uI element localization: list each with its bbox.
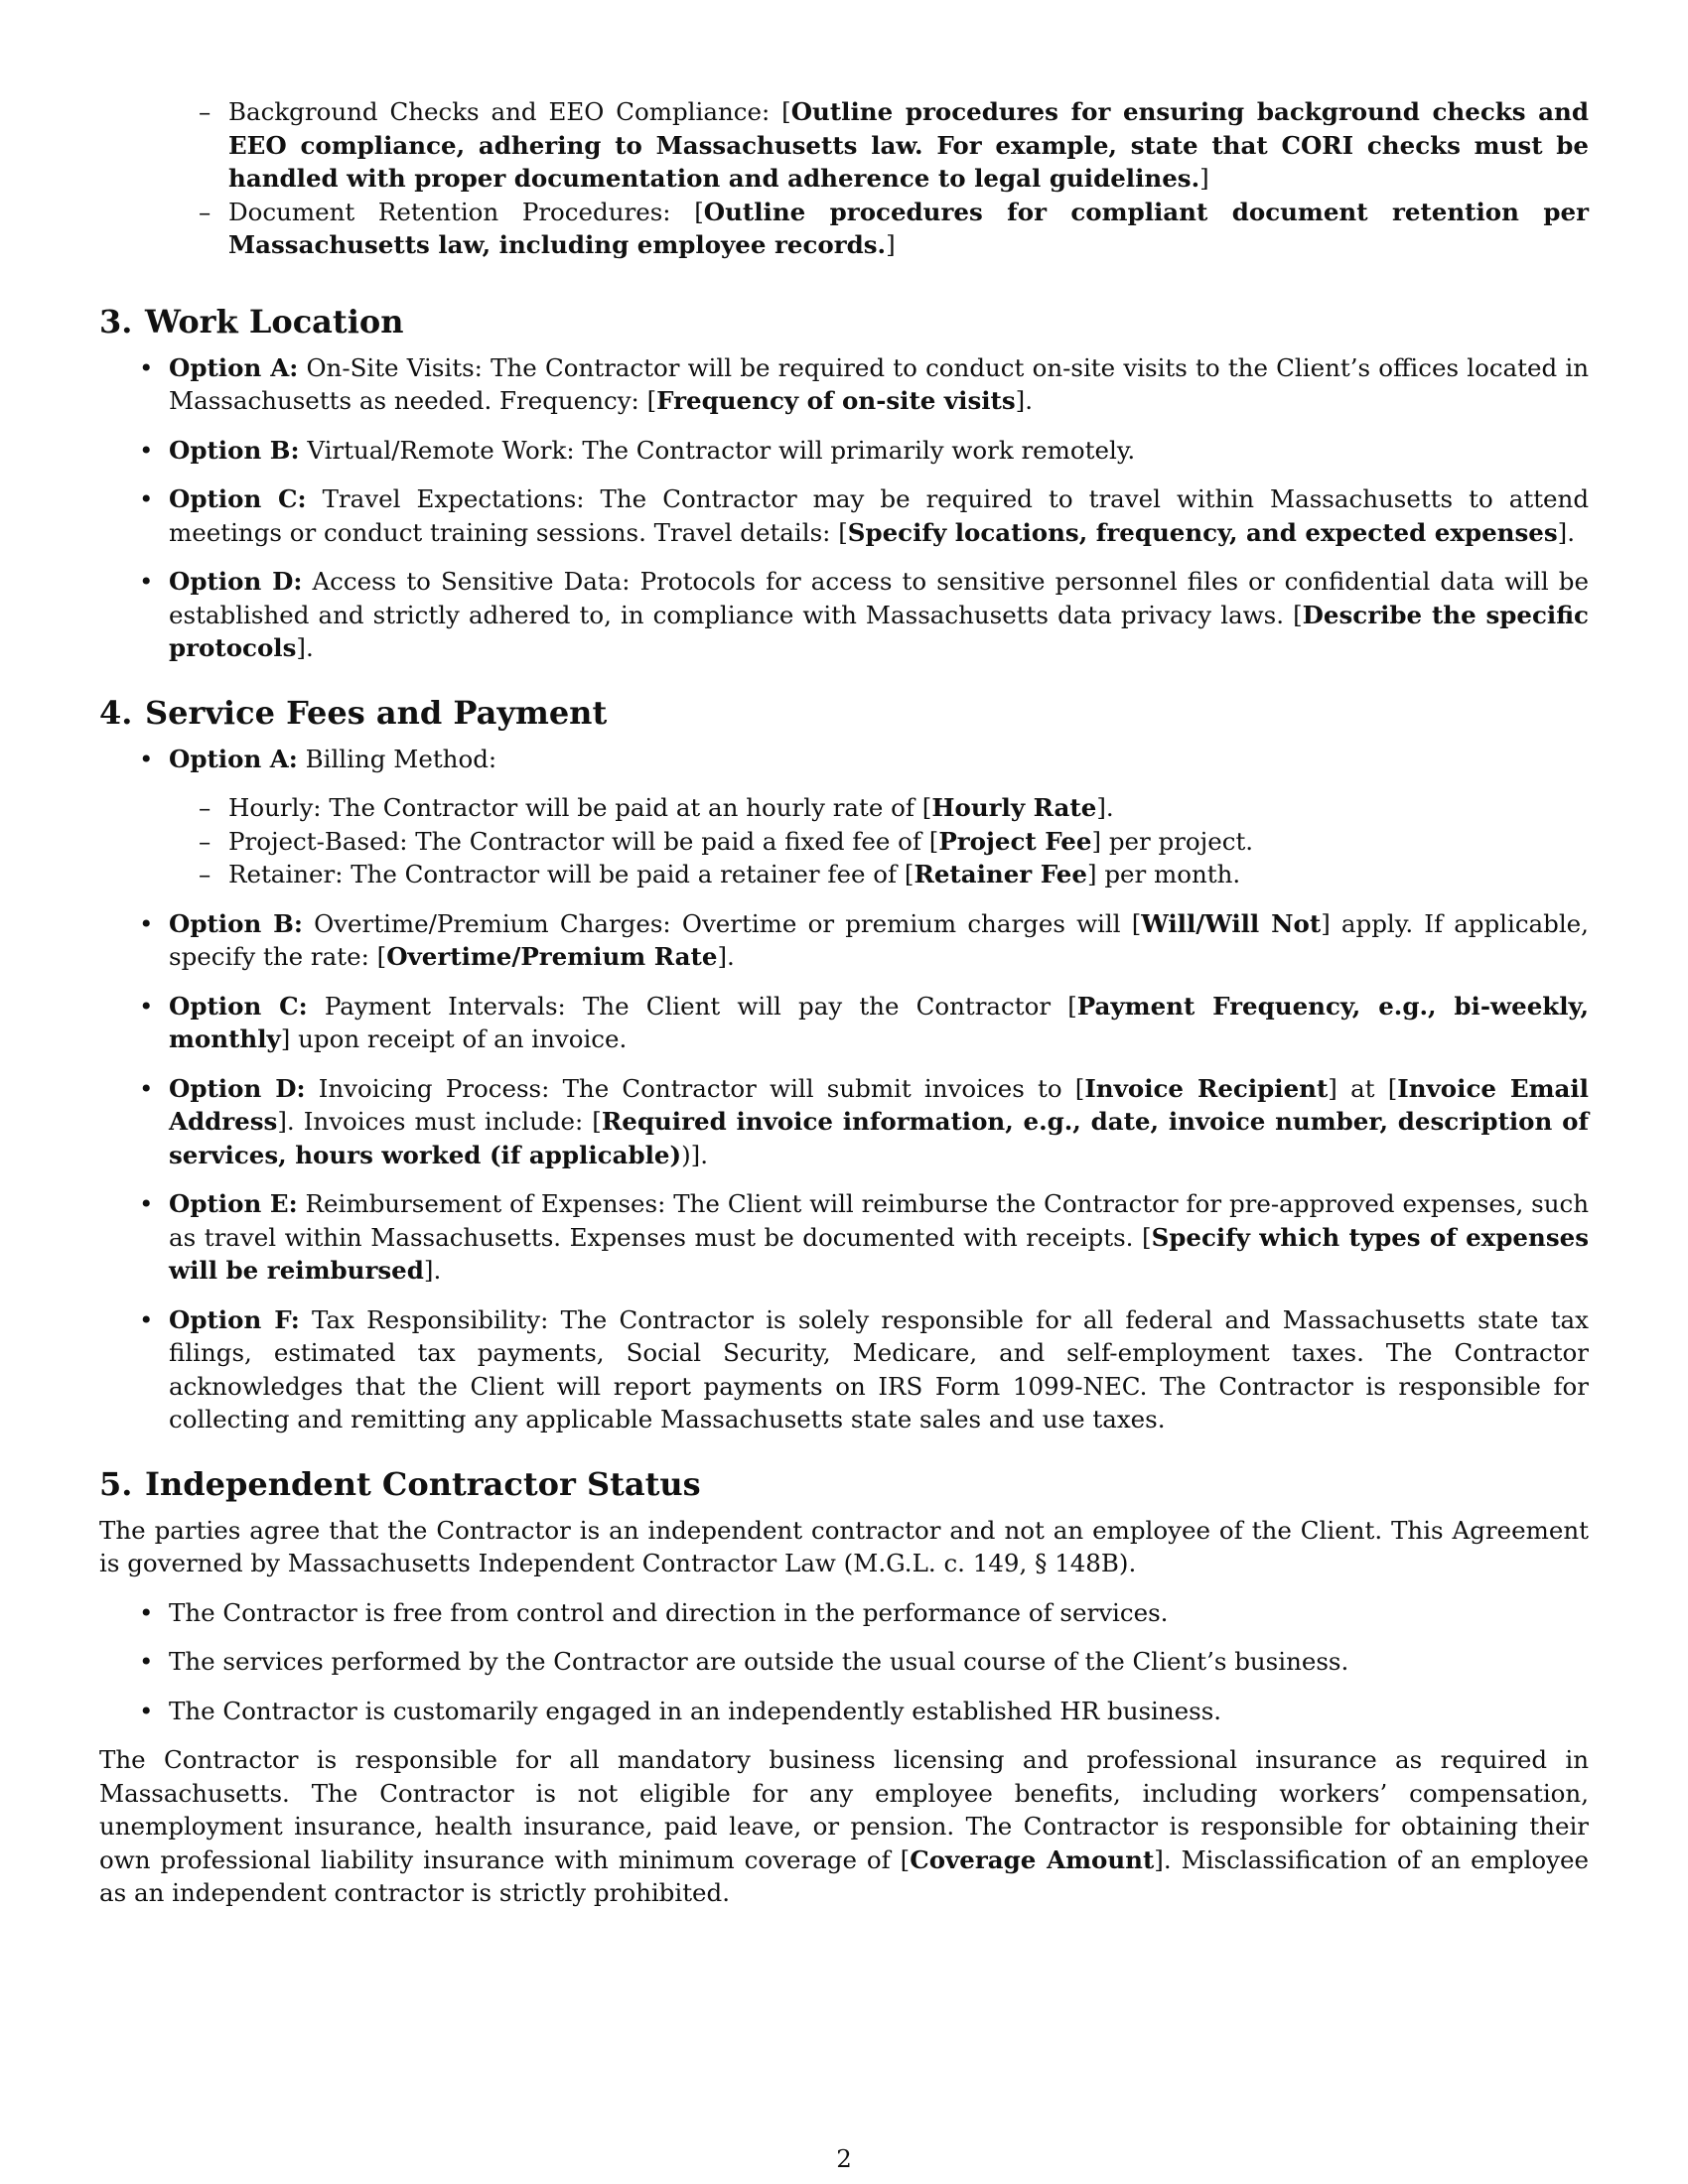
status-criteria-list bbox=[99, 1596, 1589, 1728]
section-heading-service-fees bbox=[99, 693, 1589, 733]
option-text: ] upon receipt of an invoice. bbox=[280, 1024, 628, 1053]
placeholder-text: Payment Frequency, e.g., bi-weekly, monthly bbox=[169, 991, 1589, 1053]
option-text: Billing Method: bbox=[297, 744, 497, 773]
bracket-end: ] per month. bbox=[1086, 860, 1241, 888]
placeholder-text: Specify locations, frequency, and expected expenses bbox=[847, 517, 1558, 547]
section-title: Work Location bbox=[145, 302, 404, 341]
option-text: On-Site Visits: The Contractor will be required to conduct on-site visits to the Client’s offices located in Massachusetts as needed. Frequency: [ bbox=[169, 352, 1589, 415]
bracket-end: ]. bbox=[1557, 517, 1576, 547]
list-item: • The Contractor is free from control and direction in the performance of services. bbox=[169, 1596, 1589, 1630]
placeholder-text: Invoice Email Address bbox=[169, 1073, 1589, 1136]
option-label: Option C: bbox=[169, 484, 307, 513]
bracket-end: ]. bbox=[296, 633, 314, 662]
option-text: Invoicing Process: The Contractor will submit invoices to [ bbox=[305, 1073, 1085, 1103]
list-item bbox=[169, 434, 1589, 468]
list-item bbox=[169, 351, 1589, 418]
list-item bbox=[169, 1072, 1589, 1172]
bracket-end: ]. bbox=[717, 942, 735, 971]
list-item bbox=[169, 743, 1589, 891]
placeholder-text: Will/Will Not bbox=[1141, 908, 1322, 938]
section-number: 4. bbox=[99, 693, 133, 732]
list-item bbox=[169, 482, 1589, 549]
bracket-end: )]. bbox=[681, 1140, 708, 1169]
list-item bbox=[228, 825, 1589, 859]
list-item bbox=[228, 95, 1589, 196]
bracket-end: ] bbox=[1199, 164, 1209, 193]
section-heading-contractor-status bbox=[99, 1464, 1589, 1504]
bracket-end: ] bbox=[886, 230, 896, 259]
option-label: Option A: bbox=[169, 744, 298, 773]
placeholder-text: Required invoice information, e.g., date, invoice number, description of services, hours worked (if applicable) bbox=[169, 1107, 1589, 1169]
section-number: 3. bbox=[99, 302, 133, 341]
document-page bbox=[99, 95, 1589, 1910]
option-text: Tax Responsibility: The Contractor is solely responsible for all federal and Massachusetts state tax filings, estimated tax payments, Social Security, Medicare, and self-employment taxes. The Contractor acknowledges that the Client will report payments on IRS Form 1099-NEC. The Contractor is responsible for collecting and remitting any applicable Massachusetts state sales and use taxes. bbox=[169, 1304, 1589, 1433]
placeholder-text: Describe the specific protocols bbox=[169, 600, 1589, 662]
paragraph-text: ]. Misclassification of an employee as an independent contractor is strictly prohibited. bbox=[99, 1844, 1589, 1907]
option-text: Travel Expectations: The Contractor may be required to travel within Massachusetts to attend meetings or conduct training sessions. Travel details: [ bbox=[169, 484, 1590, 547]
sub-text: Retainer: The Contractor will be paid a retainer fee of [ bbox=[228, 860, 914, 888]
option-label: Option B: bbox=[169, 908, 303, 938]
paragraph-text: The Contractor is responsible for all mandatory business licensing and professional insurance as required in Massachusetts. The Contractor is not eligible for any employee benefits, including workers’ compensation, unemployment insurance, health insurance, paid leave, or pension. The Contractor is responsible for obtaining their own professional liability insurance with minimum coverage of [ bbox=[99, 1745, 1589, 1874]
list-item bbox=[169, 907, 1589, 974]
closing-paragraph bbox=[99, 1743, 1589, 1910]
option-label: Option C: bbox=[169, 991, 308, 1021]
placeholder-text: Frequency of on-site visits bbox=[656, 386, 1016, 415]
list-item: • The services performed by the Contractor are outside the usual course of the Client’s business. bbox=[169, 1645, 1589, 1679]
item-label: Background Checks and EEO Compliance: [ bbox=[228, 97, 791, 126]
item-label: Document Retention Procedures: [ bbox=[228, 197, 704, 226]
bracket-end: ]. bbox=[1096, 793, 1114, 822]
list-item bbox=[169, 1303, 1589, 1436]
billing-methods-list bbox=[169, 791, 1589, 891]
section-number: 5. bbox=[99, 1464, 133, 1503]
placeholder-text: Coverage Amount bbox=[910, 1844, 1155, 1874]
list-item bbox=[228, 791, 1589, 825]
page-number: 2 bbox=[836, 2144, 852, 2173]
placeholder-text: Invoice Recipient bbox=[1084, 1073, 1329, 1103]
section-title: Service Fees and Payment bbox=[145, 693, 608, 732]
section-title: Independent Contractor Status bbox=[145, 1464, 701, 1503]
option-label: Option D: bbox=[169, 567, 303, 596]
option-label: Option F: bbox=[169, 1304, 300, 1334]
placeholder-text: Overtime/Premium Rate bbox=[386, 942, 718, 971]
option-text: Access to Sensitive Data: Protocols for access to sensitive personnel files or confidential data will be established and strictly adhered to, in compliance with Massachusetts data privacy laws. [ bbox=[169, 567, 1589, 629]
placeholder-text: Outline procedures for compliant document retention per Massachusetts law, including employee records. bbox=[228, 197, 1589, 259]
list-item bbox=[169, 990, 1589, 1056]
option-text: ] apply. If applicable, specify the rate: [ bbox=[169, 908, 1589, 971]
intro-paragraph: The parties agree that the Contractor is an independent contractor and not an employee of the Client. This Agreement is governed by Massachusetts Independent Contractor Law (M.G.L. c. 149, § 148B). bbox=[99, 1515, 1589, 1577]
list-item bbox=[169, 1187, 1589, 1288]
placeholder-text: Retainer Fee bbox=[914, 860, 1087, 888]
option-text: ] at [ bbox=[1328, 1073, 1398, 1103]
bracket-end: ]. bbox=[1015, 386, 1034, 415]
service-fee-options bbox=[99, 743, 1589, 1436]
option-label: Option D: bbox=[169, 1073, 306, 1103]
section-heading-work-location bbox=[99, 302, 1589, 341]
option-text: Payment Intervals: The Client will pay the Contractor [ bbox=[307, 991, 1077, 1021]
list-item bbox=[169, 565, 1589, 665]
sub-text: Project-Based: The Contractor will be paid a fixed fee of [ bbox=[228, 826, 939, 856]
placeholder-text: Outline procedures for ensuring background checks and EEO compliance, adhering to Massachusetts law. For example, state that CORI checks must be handled with proper documentation and adherence to legal guidelines. bbox=[228, 97, 1589, 193]
placeholder-text: Hourly Rate bbox=[931, 793, 1097, 822]
option-text: Virtual/Remote Work: The Contractor will primarily work remotely. bbox=[299, 435, 1136, 465]
option-label: Option E: bbox=[169, 1189, 298, 1218]
option-text: Reimbursement of Expenses: The Client will reimburse the Contractor for pre-approved expenses, such as travel within Massachusetts. Expenses must be documented with receipts. [ bbox=[169, 1189, 1590, 1252]
sub-text: Hourly: The Contractor will be paid at an hourly rate of [ bbox=[228, 793, 932, 822]
placeholder-text: Specify which types of expenses will be reimbursed bbox=[169, 1222, 1589, 1285]
option-text: Overtime/Premium Charges: Overtime or premium charges will [ bbox=[302, 908, 1142, 938]
placeholder-text: Project Fee bbox=[938, 826, 1092, 856]
option-label: Option B: bbox=[169, 435, 300, 465]
option-label: Option A: bbox=[169, 352, 299, 382]
list-item: • The Contractor is customarily engaged in an independently established HR business. bbox=[169, 1695, 1589, 1728]
bracket-end: ]. bbox=[423, 1256, 442, 1285]
list-item bbox=[228, 858, 1589, 891]
option-text: ]. Invoices must include: [ bbox=[277, 1107, 602, 1136]
work-location-options bbox=[99, 351, 1589, 665]
procedures-list bbox=[99, 95, 1589, 262]
list-item bbox=[228, 196, 1589, 262]
bracket-end: ] per project. bbox=[1091, 826, 1254, 856]
